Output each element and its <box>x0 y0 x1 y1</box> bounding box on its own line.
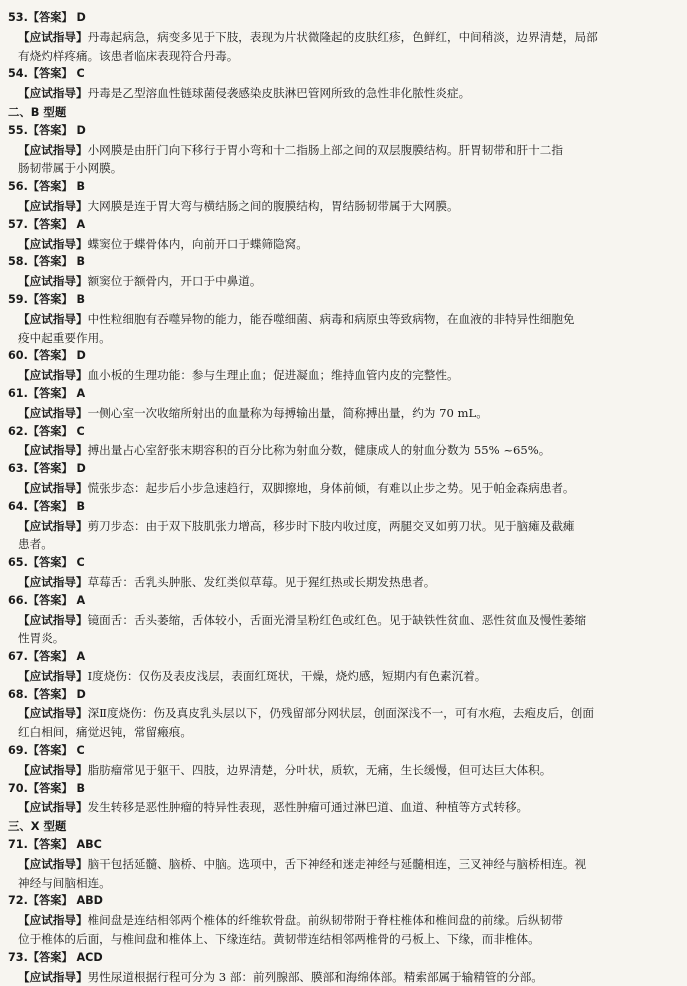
guide-continuation <box>8 629 665 648</box>
answer-label: 【答案】 <box>27 781 73 795</box>
answer-line <box>8 498 665 517</box>
guide-text: 发生转移是恶性肿瘤的特异性表现，恶性肿瘤可通过淋巴道、血道、种植等方式转移。 <box>87 800 529 815</box>
answer-value: B <box>76 292 86 306</box>
answer-label: 【答案】 <box>27 462 73 476</box>
answer-line <box>8 423 665 442</box>
answer-line <box>8 554 665 573</box>
guide-text: 丹毒起病急，病变多见于下肢，表现为片状微隆起的皮肤红疹，色鲜红，中间稍淡，边界清楚，局部 <box>87 29 598 44</box>
answer-label: 【答案】 <box>27 11 73 24</box>
question-number: 65. <box>8 556 28 570</box>
answer-line <box>8 460 665 479</box>
answer-value: D <box>76 462 86 476</box>
guide-text: 有烧灼样疼痛。该患者临床表现符合丹毒。 <box>18 48 239 63</box>
answer-line <box>8 216 665 235</box>
answer-value: A <box>76 593 86 607</box>
guide-line <box>8 611 665 630</box>
answer-line <box>8 836 665 855</box>
guide-text: 疫中起重要作用。 <box>18 330 111 345</box>
guide-text: 椎间盘是连结相邻两个椎体的纤维软骨盘。前纵韧带附于脊柱椎体和椎间盘的前缘。后纵韧带 <box>87 913 563 928</box>
question-number: 58. <box>8 255 28 269</box>
guide-label: 【应试指导】 <box>18 236 88 251</box>
answer-label: 【答案】 <box>27 67 73 81</box>
answer-label: 【答案】 <box>27 217 73 231</box>
answer-label: 【答案】 <box>27 556 73 570</box>
guide-line <box>8 968 665 986</box>
guide-line <box>8 441 665 460</box>
guide-label: 【应试指导】 <box>18 518 88 533</box>
guide-continuation <box>8 930 665 949</box>
guide-line <box>8 404 665 423</box>
question-number: 73. <box>8 950 28 964</box>
guide-text: 神经与间脑相连。 <box>18 875 111 890</box>
guide-line <box>8 573 665 592</box>
question-number: 60. <box>8 349 28 363</box>
section-title: 二、B 型题 <box>8 104 67 119</box>
answer-line <box>8 949 665 968</box>
guide-label: 【应试指导】 <box>18 142 88 157</box>
guide-label: 【应试指导】 <box>18 443 88 458</box>
guide-continuation <box>8 47 665 66</box>
answer-value: D <box>76 123 86 137</box>
answer-label: 【答案】 <box>27 687 73 701</box>
answer-label: 【答案】 <box>27 386 73 400</box>
guide-text: 小网膜是由肝门向下移行于胃小弯和十二指肠上部之间的双层腹膜结构。肝胃韧带和肝十二指 <box>87 142 563 157</box>
guide-label: 【应试指导】 <box>18 274 88 289</box>
guide-line <box>8 235 665 254</box>
question-number: 57. <box>8 217 28 231</box>
guide-text: 血小板的生理功能：参与生理止血；促进凝血；维持血管内皮的完整性。 <box>87 368 459 383</box>
guide-label: 【应试指导】 <box>18 480 88 495</box>
guide-text: 搏出量占心室舒张末期容积的百分比称为射血分数，健康成人的射血分数为 55% ~65%。 <box>87 443 551 458</box>
question-number: 64. <box>8 499 28 513</box>
question-number: 62. <box>8 424 28 438</box>
guide-text: 镜面舌：舌头萎缩，舌体较小，舌面光滑呈粉红色或红色。见于缺铁性贫血、恶性贫血及慢性萎缩 <box>87 612 587 627</box>
question-number: 55. <box>8 123 28 137</box>
answer-line <box>8 178 665 197</box>
answer-label: 【答案】 <box>27 650 73 664</box>
question-number: 54. <box>8 67 28 81</box>
guide-line <box>8 855 665 874</box>
answer-line <box>8 253 665 272</box>
guide-label: 【应试指导】 <box>18 86 88 101</box>
answer-label: 【答案】 <box>27 499 73 513</box>
answer-line <box>8 780 665 799</box>
answer-value: A <box>76 217 86 231</box>
question-number: 63. <box>8 462 28 476</box>
guide-label: 【应试指导】 <box>18 913 88 928</box>
answer-line <box>8 385 665 404</box>
question-number: 72. <box>8 894 28 908</box>
answer-value: D <box>76 11 86 24</box>
answer-line <box>8 592 665 611</box>
answer-label: 【答案】 <box>27 593 73 607</box>
guide-line <box>8 798 665 817</box>
guide-text: 脂肪瘤常见于躯干、四肢，边界清楚，分叶状，质软，无痛，生长缓慢，但可达巨大体积。 <box>87 762 552 777</box>
answer-value: A <box>76 650 86 664</box>
guide-line <box>8 667 665 686</box>
guide-text: 患者。 <box>18 537 53 552</box>
guide-label: 【应试指导】 <box>18 969 88 984</box>
guide-label: 【应试指导】 <box>18 668 88 683</box>
guide-text: 大网膜是连于胃大弯与横结肠之间的腹膜结构，胃结肠韧带属于大网膜。 <box>87 198 459 213</box>
answer-value: B <box>76 180 86 194</box>
guide-line <box>8 704 665 723</box>
guide-text: 深Ⅱ度烧伤：伤及真皮乳头层以下，仍残留部分网状层，创面深浅不一，可有水疱，去疱皮后，创面 <box>87 706 594 721</box>
answer-line <box>8 686 665 705</box>
guide-label: 【应试指导】 <box>18 311 88 326</box>
section-heading <box>8 817 665 836</box>
guide-line <box>8 479 665 498</box>
guide-label: 【应试指导】 <box>18 762 88 777</box>
guide-label: 【应试指导】 <box>18 856 88 871</box>
guide-text: 丹毒是乙型溶血性链球菌侵袭感染皮肤淋巴管网所致的急性非化脓性炎症。 <box>87 86 471 101</box>
answer-label: 【答案】 <box>27 838 73 852</box>
guide-label: 【应试指导】 <box>18 612 88 627</box>
guide-continuation <box>8 874 665 893</box>
answer-value: C <box>76 424 85 438</box>
answer-value: B <box>76 499 86 513</box>
answer-line <box>8 347 665 366</box>
guide-text: 蝶窦位于蝶骨体内，向前开口于蝶筛隐窝。 <box>87 236 308 251</box>
guide-text: 草莓舌：舌乳头肿胀、发红类似草莓。见于猩红热或长期发热患者。 <box>87 574 436 589</box>
guide-line <box>8 28 665 47</box>
guide-line <box>8 272 665 291</box>
question-number: 59. <box>8 292 28 306</box>
guide-label: 【应试指导】 <box>18 405 88 420</box>
question-number: 68. <box>8 687 28 701</box>
answer-value: ABC <box>76 838 102 852</box>
guide-line <box>8 310 665 329</box>
guide-text: 肠韧带属于小网膜。 <box>18 161 123 176</box>
guide-text: 脑干包括延髓、脑桥、中脑。选项中，舌下神经和迷走神经与延髓相连，三叉神经与脑桥相连。视 <box>87 856 587 871</box>
question-number: 71. <box>8 838 28 852</box>
guide-line <box>8 761 665 780</box>
guide-label: 【应试指导】 <box>18 706 88 721</box>
answer-line <box>8 65 665 84</box>
question-number: 61. <box>8 386 28 400</box>
answer-value: D <box>76 687 86 701</box>
guide-text: 慌张步态：起步后小步急速趋行，双脚擦地，身体前倾，有难以止步之势。见于帕金森病患者。 <box>87 480 575 495</box>
guide-label: 【应试指导】 <box>18 800 88 815</box>
guide-continuation <box>8 535 665 554</box>
question-number: 70. <box>8 781 28 795</box>
guide-text: 性胃炎。 <box>18 631 65 646</box>
answer-line <box>8 648 665 667</box>
question-number: 67. <box>8 650 28 664</box>
answer-label: 【答案】 <box>27 180 73 194</box>
guide-label: 【应试指导】 <box>18 368 88 383</box>
question-number: 53. <box>8 11 28 24</box>
guide-text: 中性粒细胞有吞噬异物的能力，能吞噬细菌、病毒和病原虫等致病物，在血液的非特异性细胞免 <box>87 311 575 326</box>
guide-line <box>8 366 665 385</box>
question-number: 66. <box>8 593 28 607</box>
guide-line <box>8 84 665 103</box>
answer-line <box>8 892 665 911</box>
answer-label: 【答案】 <box>27 255 73 269</box>
answer-label: 【答案】 <box>27 894 73 908</box>
guide-text: 额窦位于额骨内，开口于中鼻道。 <box>87 274 262 289</box>
guide-text: 位于椎体的后面，与椎间盘和椎体上、下缘连结。黄韧带连结相邻两椎骨的弓板上、下缘，而非椎体。 <box>18 932 540 947</box>
answer-label: 【答案】 <box>27 349 73 363</box>
answer-label: 【答案】 <box>27 424 73 438</box>
guide-label: 【应试指导】 <box>18 574 88 589</box>
answer-label: 【答案】 <box>27 950 73 964</box>
answer-value: C <box>76 67 85 81</box>
guide-text: 红白相间，痛觉迟钝，常留瘢痕。 <box>18 725 192 740</box>
answer-value: C <box>76 556 85 570</box>
guide-label: 【应试指导】 <box>18 29 88 44</box>
answer-label: 【答案】 <box>27 123 73 137</box>
answer-label: 【答案】 <box>27 292 73 306</box>
answer-line <box>8 9 665 28</box>
section-heading <box>8 103 665 122</box>
answer-value: ACD <box>76 950 103 964</box>
guide-text: 一侧心室一次收缩所射出的血量称为每搏输出量，简称搏出量，约为 70 mL。 <box>87 405 488 420</box>
answer-value: B <box>76 781 86 795</box>
guide-line <box>8 517 665 536</box>
guide-continuation <box>8 723 665 742</box>
answer-value: B <box>76 255 86 269</box>
guide-continuation <box>8 329 665 348</box>
answer-label: 【答案】 <box>27 744 73 758</box>
guide-line <box>8 197 665 216</box>
guide-text: 男性尿道根据行程可分为 3 部：前列腺部、膜部和海绵体部。精索部属于输精管的分部。 <box>87 969 543 984</box>
question-number: 69. <box>8 744 28 758</box>
guide-line <box>8 911 665 930</box>
answer-line <box>8 122 665 141</box>
answer-value: D <box>76 349 86 363</box>
answer-value: C <box>76 744 85 758</box>
answer-line <box>8 291 665 310</box>
guide-line <box>8 141 665 160</box>
guide-text: Ⅰ度烧伤：仅伤及表皮浅层，表面红斑状，干燥，烧灼感，短期内有色素沉着。 <box>87 668 487 683</box>
guide-label: 【应试指导】 <box>18 198 88 213</box>
guide-text: 剪刀步态：由于双下肢肌张力增高，移步时下肢内收过度，两腿交叉如剪刀状。见于脑瘫及截瘫 <box>87 518 575 533</box>
answer-value: A <box>76 386 86 400</box>
section-title: 三、X 型题 <box>8 819 67 834</box>
answer-value: ABD <box>76 894 103 908</box>
question-number: 56. <box>8 180 28 194</box>
answer-line <box>8 742 665 761</box>
guide-continuation <box>8 159 665 178</box>
